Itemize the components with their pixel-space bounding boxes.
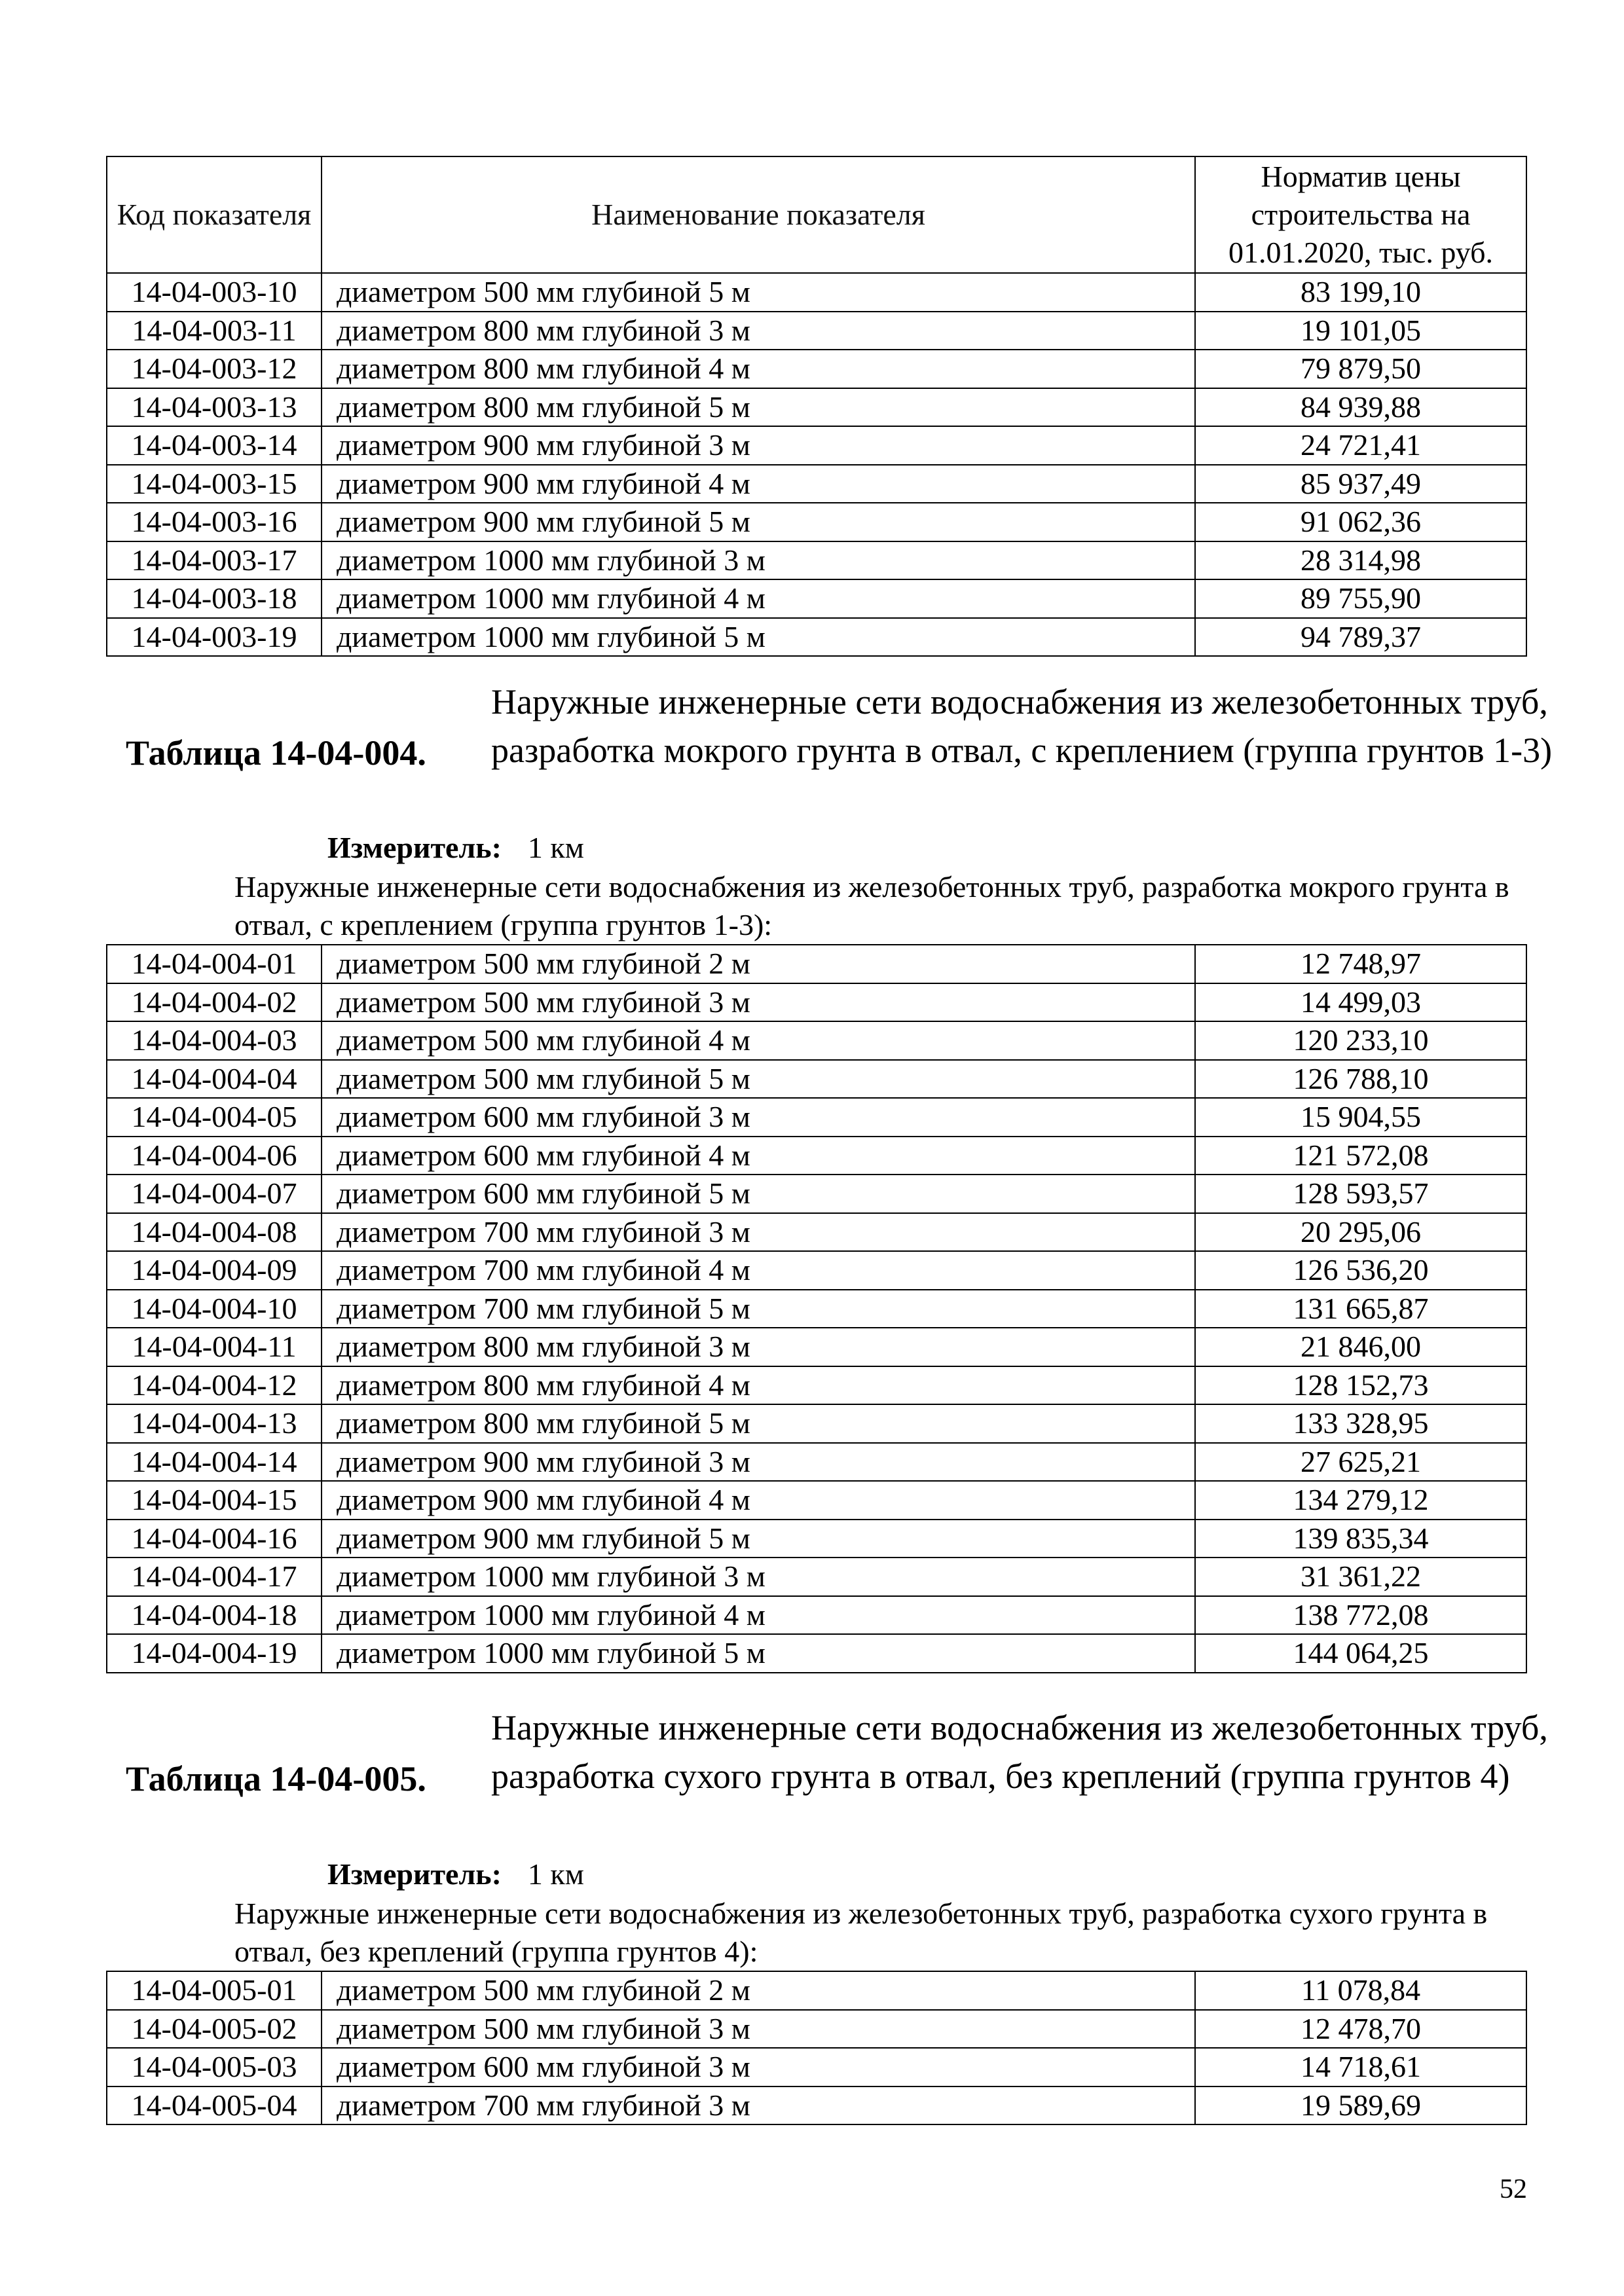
name-cell: диаметром 500 мм глубиной 2 м (322, 945, 1195, 983)
code-cell: 14-04-003-11 (107, 312, 322, 350)
table-row (107, 1366, 1526, 1405)
table-row (107, 388, 1526, 427)
name-cell: диаметром 800 мм глубиной 4 м (322, 1366, 1195, 1405)
value-cell: 20 295,06 (1195, 1213, 1526, 1252)
table-title: Наружные инженерные сети водоснабжения из железобетонных труб, разработка мокрого грунта в отвал, с креплением (группа грунтов 1-3) (491, 682, 1553, 770)
code-cell: 14-04-004-09 (107, 1251, 322, 1290)
value-cell: 15 904,55 (1195, 1098, 1526, 1137)
value-cell: 85 937,49 (1195, 465, 1526, 503)
name-cell: диаметром 1000 мм глубиной 4 м (322, 1596, 1195, 1635)
name-cell: диаметром 600 мм глубиной 3 м (322, 2048, 1195, 2086)
table-row (107, 1520, 1526, 1558)
table-row (107, 1251, 1526, 1290)
name-cell: диаметром 700 мм глубиной 3 м (322, 1213, 1195, 1252)
table-row (107, 312, 1526, 350)
table-row (107, 1290, 1526, 1328)
value-cell: 131 665,87 (1195, 1290, 1526, 1328)
code-cell: 14-04-004-14 (107, 1443, 322, 1482)
name-cell: диаметром 700 мм глубиной 4 м (322, 1251, 1195, 1290)
code-cell: 14-04-004-16 (107, 1520, 322, 1558)
code-cell: 14-04-004-18 (107, 1596, 322, 1635)
name-cell: диаметром 700 мм глубиной 3 м (322, 2086, 1195, 2125)
name-cell: диаметром 900 мм глубиной 5 м (322, 1520, 1195, 1558)
name-cell: диаметром 1000 мм глубиной 4 м (322, 579, 1195, 618)
value-cell: 120 233,10 (1195, 1021, 1526, 1060)
name-cell: диаметром 800 мм глубиной 5 м (322, 388, 1195, 427)
name-cell: диаметром 900 мм глубиной 5 м (322, 503, 1195, 541)
value-cell: 126 536,20 (1195, 1251, 1526, 1290)
value-cell: 31 361,22 (1195, 1558, 1526, 1596)
value-cell: 134 279,12 (1195, 1481, 1526, 1520)
table-row (107, 273, 1526, 312)
meter-label: Измеритель: (327, 831, 502, 864)
name-cell: диаметром 1000 мм глубиной 3 м (322, 1558, 1195, 1596)
description-14-04-004: Наружные инженерные сети водоснабжения из железобетонных труб, разработка мокрого грунта в отвал, с креплением (группа грунтов 1-3): (234, 870, 1509, 941)
value-cell: 83 199,10 (1195, 273, 1526, 312)
value-cell: 128 593,57 (1195, 1175, 1526, 1213)
name-cell: диаметром 500 мм глубиной 4 м (322, 1021, 1195, 1060)
code-cell: 14-04-004-08 (107, 1213, 322, 1252)
value-cell: 84 939,88 (1195, 388, 1526, 427)
code-cell: 14-04-003-12 (107, 350, 322, 388)
name-cell: диаметром 500 мм глубиной 3 м (322, 983, 1195, 1022)
table-header-row (107, 156, 1526, 273)
name-cell: диаметром 800 мм глубиной 5 м (322, 1404, 1195, 1443)
table-label: Таблица 14-04-005. (126, 1759, 426, 1798)
code-cell: 14-04-003-13 (107, 388, 322, 427)
code-cell: 14-04-004-12 (107, 1366, 322, 1405)
value-cell: 126 788,10 (1195, 1060, 1526, 1099)
code-cell: 14-04-004-11 (107, 1328, 322, 1366)
name-cell: диаметром 500 мм глубиной 5 м (322, 273, 1195, 312)
table-row (107, 1137, 1526, 1175)
table-row (107, 1328, 1526, 1366)
table-14-04-004 (106, 944, 1527, 1673)
table-row (107, 1558, 1526, 1596)
code-cell: 14-04-005-01 (107, 1971, 322, 2010)
name-cell: диаметром 500 мм глубиной 3 м (322, 2010, 1195, 2049)
name-cell: диаметром 600 мм глубиной 4 м (322, 1137, 1195, 1175)
table-row (107, 1021, 1526, 1060)
value-cell: 138 772,08 (1195, 1596, 1526, 1635)
table-row (107, 1404, 1526, 1443)
code-cell: 14-04-004-06 (107, 1137, 322, 1175)
table-row (107, 426, 1526, 465)
meter-value: 1 км (527, 831, 584, 864)
value-cell: 121 572,08 (1195, 1137, 1526, 1175)
table-row (107, 945, 1526, 983)
name-cell: диаметром 900 мм глубиной 3 м (322, 1443, 1195, 1482)
name-cell: диаметром 800 мм глубиной 3 м (322, 312, 1195, 350)
table-row (107, 1443, 1526, 1482)
name-cell: диаметром 1000 мм глубиной 5 м (322, 618, 1195, 657)
name-cell: диаметром 600 мм глубиной 3 м (322, 1098, 1195, 1137)
name-cell: диаметром 900 мм глубиной 3 м (322, 426, 1195, 465)
table-row (107, 1634, 1526, 1673)
table-row (107, 541, 1526, 580)
table-row (107, 1213, 1526, 1252)
table-row (107, 350, 1526, 388)
code-cell: 14-04-004-05 (107, 1098, 322, 1137)
name-cell: диаметром 500 мм глубиной 2 м (322, 1971, 1195, 2010)
table-row (107, 983, 1526, 1022)
table-label: Таблица 14-04-004. (126, 733, 426, 773)
page-number: 52 (1500, 2174, 1527, 2204)
table-row (107, 2086, 1526, 2125)
table-title: Наружные инженерные сети водоснабжения из железобетонных труб, разработка сухого грунта в отвал, без креплений (группа грунтов 4) (491, 1708, 1548, 1796)
code-cell: 14-04-003-14 (107, 426, 322, 465)
code-cell: 14-04-004-02 (107, 983, 322, 1022)
code-cell: 14-04-003-10 (107, 273, 322, 312)
name-cell: диаметром 800 мм глубиной 3 м (322, 1328, 1195, 1366)
name-cell: диаметром 1000 мм глубиной 5 м (322, 1634, 1195, 1673)
table-14-04-003 (106, 156, 1527, 657)
value-cell: 12 478,70 (1195, 2010, 1526, 2049)
code-cell: 14-04-004-19 (107, 1634, 322, 1673)
value-cell: 94 789,37 (1195, 618, 1526, 657)
code-cell: 14-04-003-17 (107, 541, 322, 580)
code-cell: 14-04-003-16 (107, 503, 322, 541)
name-cell: диаметром 500 мм глубиной 5 м (322, 1060, 1195, 1099)
code-cell: 14-04-005-04 (107, 2086, 322, 2125)
name-cell: диаметром 1000 мм глубиной 3 м (322, 541, 1195, 580)
code-cell: 14-04-005-03 (107, 2048, 322, 2086)
table-row (107, 1098, 1526, 1137)
meter-14-04-005 (327, 1857, 584, 1891)
description-14-04-005: Наружные инженерные сети водоснабжения из железобетонных труб, разработка сухого грунта в отвал, без креплений (группа грунтов 4): (234, 1897, 1488, 1968)
table-heading-14-04-005 (106, 1704, 1548, 1854)
table-row (107, 1175, 1526, 1213)
table-row (107, 1596, 1526, 1635)
table-row (107, 1060, 1526, 1099)
value-cell: 128 152,73 (1195, 1366, 1526, 1405)
name-cell: диаметром 900 мм глубиной 4 м (322, 1481, 1195, 1520)
name-cell: диаметром 800 мм глубиной 4 м (322, 350, 1195, 388)
code-cell: 14-04-004-15 (107, 1481, 322, 1520)
value-cell: 12 748,97 (1195, 945, 1526, 983)
table-row (107, 465, 1526, 503)
code-cell: 14-04-004-17 (107, 1558, 322, 1596)
value-cell: 79 879,50 (1195, 350, 1526, 388)
value-cell: 91 062,36 (1195, 503, 1526, 541)
value-cell: 11 078,84 (1195, 1971, 1526, 2010)
table-row (107, 579, 1526, 618)
value-cell: 14 718,61 (1195, 2048, 1526, 2086)
code-cell: 14-04-005-02 (107, 2010, 322, 2049)
table-row (107, 2048, 1526, 2086)
value-cell: 19 101,05 (1195, 312, 1526, 350)
code-cell: 14-04-003-15 (107, 465, 322, 503)
code-cell: 14-04-004-13 (107, 1404, 322, 1443)
code-cell: 14-04-004-10 (107, 1290, 322, 1328)
code-cell: 14-04-004-03 (107, 1021, 322, 1060)
code-cell: 14-04-004-04 (107, 1060, 322, 1099)
code-cell: 14-04-003-19 (107, 618, 322, 657)
table-row (107, 618, 1526, 657)
value-cell: 144 064,25 (1195, 1634, 1526, 1673)
value-cell: 133 328,95 (1195, 1404, 1526, 1443)
value-cell: 14 499,03 (1195, 983, 1526, 1022)
value-cell: 139 835,34 (1195, 1520, 1526, 1558)
table-row (107, 503, 1526, 541)
code-cell: 14-04-004-07 (107, 1175, 322, 1213)
table-14-04-005 (106, 1971, 1527, 2125)
table-heading-14-04-004 (106, 678, 1553, 828)
value-cell: 19 589,69 (1195, 2086, 1526, 2125)
name-cell: диаметром 600 мм глубиной 5 м (322, 1175, 1195, 1213)
value-cell: 89 755,90 (1195, 579, 1526, 618)
table-row (107, 1481, 1526, 1520)
name-cell: диаметром 700 мм глубиной 5 м (322, 1290, 1195, 1328)
header-name: Наименование показателя (322, 156, 1195, 273)
value-cell: 24 721,41 (1195, 426, 1526, 465)
value-cell: 27 625,21 (1195, 1443, 1526, 1482)
table-row (107, 2010, 1526, 2049)
header-code: Код показателя (107, 156, 322, 273)
table-row (107, 1971, 1526, 2010)
value-cell: 21 846,00 (1195, 1328, 1526, 1366)
code-cell: 14-04-003-18 (107, 579, 322, 618)
code-cell: 14-04-004-01 (107, 945, 322, 983)
meter-value: 1 км (527, 1857, 584, 1891)
meter-14-04-004 (327, 830, 584, 865)
header-price: Норматив цены строительства на 01.01.2020, тыс. руб. (1195, 156, 1526, 273)
meter-label: Измеритель: (327, 1857, 502, 1891)
value-cell: 28 314,98 (1195, 541, 1526, 580)
name-cell: диаметром 900 мм глубиной 4 м (322, 465, 1195, 503)
